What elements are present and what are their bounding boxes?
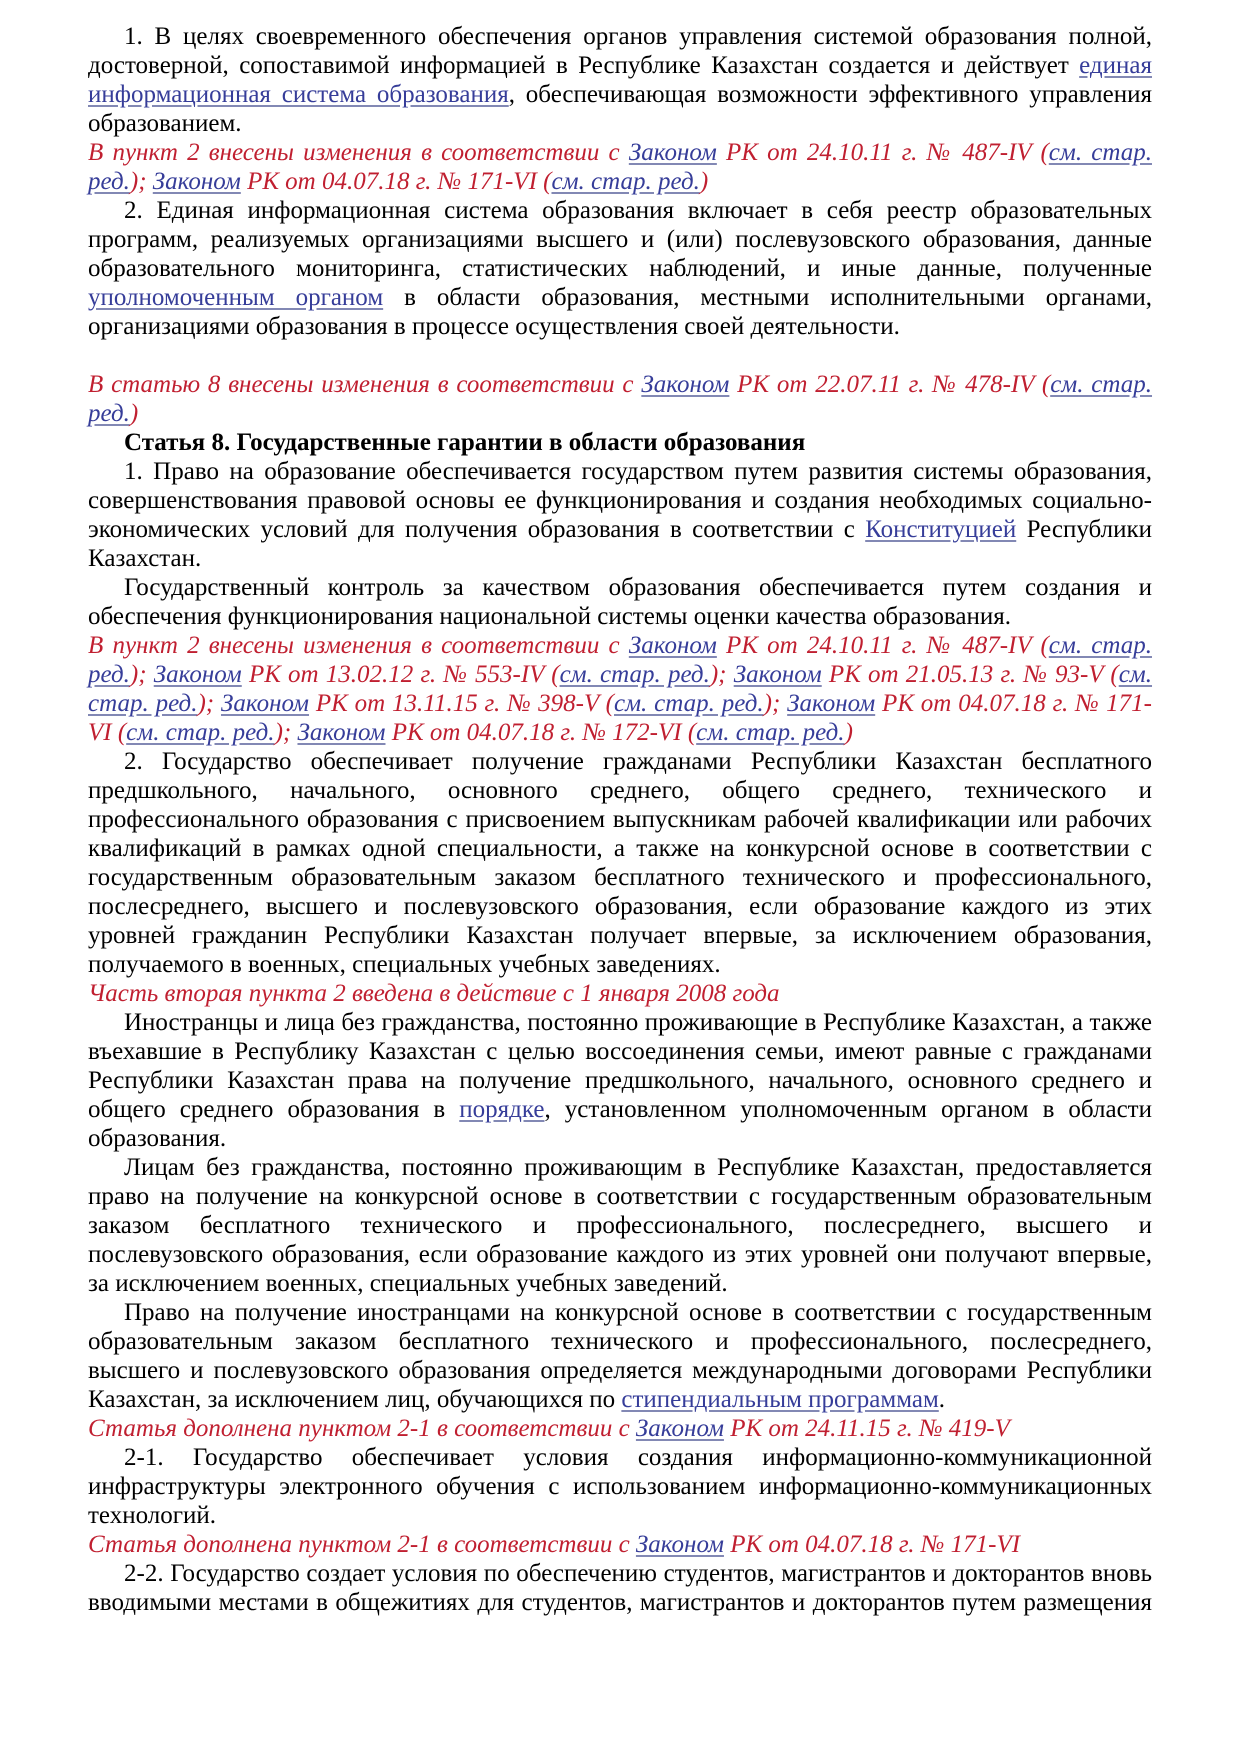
hyperlink[interactable]: см. стар. ред.	[88, 661, 1153, 717]
text-run: РК от 04.07.18 г. № 171-VI	[723, 1531, 1021, 1558]
text-run: );	[197, 690, 221, 717]
hyperlink[interactable]: Законом	[153, 661, 242, 688]
text-run: РК от 24.10.11 г. № 487-IV (	[716, 632, 1049, 659]
text-run: , установленном уполномоченным органом в области образования.	[88, 1096, 1152, 1152]
text-run: Статья 8. Государственные гарантии в области образования	[124, 429, 806, 456]
text-run: РК от 24.10.11 г. № 487-IV (	[716, 139, 1049, 166]
text-run: )	[129, 400, 139, 427]
paragraph	[88, 22, 1152, 138]
amendment-note	[88, 979, 1152, 1008]
paragraph	[88, 573, 1152, 631]
text-run: )	[699, 168, 709, 195]
text-run: РК от 13.02.12 г. № 553-IV (	[241, 661, 560, 688]
text-run: );	[129, 661, 154, 688]
hyperlink[interactable]: порядке	[459, 1096, 545, 1123]
paragraph	[88, 747, 1152, 979]
text-run: Государственный контроль за качеством образования обеспечивается путем создания и обеспечения функционирования национальной системы оценки качества образования.	[88, 574, 1152, 630]
text-run: Иностранцы и лица без гражданства, постоянно проживающие в Республике Казахстан, а также въехавшие в Республику Казахстан с целью воссоединения семьи, имеют равные с гражданами Республики Казахстан права на получение предшкольного, начального, основного среднего и общего среднего образования в	[88, 1009, 1152, 1123]
hyperlink[interactable]: см. стар. ред.	[88, 371, 1153, 427]
text-run: )	[844, 719, 853, 746]
paragraph	[88, 1298, 1152, 1414]
hyperlink[interactable]: см. стар. ред.	[126, 719, 275, 746]
text-run: В пункт 2 внесены изменения в соответствии с	[88, 139, 629, 166]
text-run: .	[938, 1386, 946, 1413]
amendment-note	[88, 1414, 1152, 1443]
text-run: Право на получение иностранцами на конкурсной основе в соответствии с государственным образовательным заказом бесплатного технического и профессионального, послесреднего, высшего и послевузовского образования определяется международными договорами Республики Казахстан, за исключением лиц, обучающихся по	[88, 1299, 1152, 1413]
text-run: Статья дополнена пунктом 2-1 в соответствии с	[88, 1531, 636, 1558]
text-run: , обеспечивающая возможности эффективного управления образованием.	[88, 81, 1152, 137]
text-run: 2-1. Государство обеспечивает условия создания информационно-коммуникационной инфраструктуры электронного обучения с использованием информационно-коммуникационных технологий.	[88, 1444, 1152, 1529]
text-run: В статью 8 внесены изменения в соответствии с	[88, 371, 642, 398]
text-run: Часть вторая пункта 2 введена в действие с 1 января 2008 года	[88, 980, 780, 1007]
amendment-note	[88, 631, 1152, 747]
paragraph	[88, 1443, 1152, 1530]
text-run: 1. В целях своевременного обеспечения органов управления системой образования полной, достоверной, сопоставимой информацией в Республике Казахстан создается и действует	[88, 23, 1152, 79]
hyperlink[interactable]: Законом	[787, 690, 876, 717]
text-run: Статья дополнена пунктом 2-1 в соответствии с	[88, 1415, 636, 1442]
paragraph	[88, 1008, 1152, 1153]
hyperlink[interactable]: Законом	[635, 1415, 724, 1442]
text-run: РК от 22.07.11 г. № 478-IV (	[729, 371, 1051, 398]
blank-line	[88, 341, 1152, 370]
hyperlink[interactable]: Законом	[635, 1531, 724, 1558]
text-run: Республики Казахстан.	[88, 516, 1152, 572]
hyperlink[interactable]: см. стар. ред.	[614, 690, 764, 717]
text-run: Лицам без гражданства, постоянно проживающим в Республике Казахстан, предоставляется право на получение на конкурсной основе в соответствии с государственным образовательным заказом бесплатного технического и профессионального, послесреднего, высшего и послевузовского образования, если образование каждого из этих уровней они получают впервые, за исключением военных, специальных учебных заведений.	[88, 1154, 1152, 1297]
text-run: );	[763, 690, 788, 717]
text-run: РК от 04.07.18 г. № 172-VI (	[385, 719, 697, 746]
amendment-note	[88, 138, 1152, 196]
hyperlink[interactable]: Законом	[733, 661, 822, 688]
hyperlink[interactable]: стипендиальным программам	[621, 1386, 939, 1413]
hyperlink[interactable]: Законом	[297, 719, 386, 746]
paragraph	[88, 196, 1152, 341]
hyperlink[interactable]: см. стар. ред.	[88, 632, 1152, 688]
hyperlink[interactable]: Законом	[641, 371, 730, 398]
hyperlink[interactable]: Законом	[220, 690, 310, 717]
text-run: 2. Единая информационная система образования включает в себя реестр образовательных программ, реализуемых организациями высшего и (или) послевузовского образования, данные образовательного мониторинга, статистических наблюдений, и иные данные, полученные	[88, 197, 1152, 282]
hyperlink[interactable]: Законом	[152, 168, 241, 195]
hyperlink[interactable]: см. стар. ред.	[559, 661, 710, 688]
article-heading	[88, 428, 1152, 457]
text-run: РК от 04.07.18 г. № 171-VI (	[88, 690, 1153, 746]
text-run: 1. Право на образование обеспечивается государством путем развития системы образования, совершенствования правовой основы ее функционирования и создания необходимых социально-экономических условий для получения образования в соответствии с	[88, 458, 1152, 543]
hyperlink[interactable]: Конституцией	[865, 516, 1017, 543]
text-run: );	[274, 719, 298, 746]
hyperlink[interactable]: Законом	[628, 632, 717, 659]
text-run: В пункт 2 внесены изменения в соответствии с	[88, 632, 629, 659]
hyperlink[interactable]: единая информационная система образования	[88, 52, 1152, 108]
hyperlink[interactable]: см. стар. ред.	[696, 719, 845, 746]
paragraph	[88, 1559, 1152, 1617]
hyperlink[interactable]: Законом	[628, 139, 717, 166]
text-run: РК от 21.05.13 г. № 93-V (	[821, 661, 1119, 688]
text-run: РК от 04.07.18 г. № 171-VI (	[240, 168, 552, 195]
amendment-note	[88, 370, 1152, 428]
amendment-note	[88, 1530, 1152, 1559]
paragraph	[88, 1153, 1152, 1298]
text-run: РК от 24.11.15 г. № 419-V	[723, 1415, 1010, 1442]
text-run: 2-2. Государство создает условия по обеспечению студентов, магистрантов и докторантов вновь вводимыми местами в общежитиях для студентов, магистрантов и докторантов путем размещения	[88, 1560, 1152, 1616]
text-run: 2. Государство обеспечивает получение гражданами Республики Казахстан бесплатного предшкольного, начального, основного среднего, общего среднего, технического и профессионального образования с присвоением выпускникам рабочей квалификации или рабочих квалификаций в рамках одной специальности, а также на конкурсной основе в соответствии с государственным образовательным заказом бесплатного технического и профессионального, послесреднего, высшего и послевузовского образования, если образование каждого из этих уровней гражданин Республики Казахстан получает впервые, за исключением образования, получаемого в военных, специальных учебных заведениях.	[88, 748, 1152, 978]
paragraph	[88, 457, 1152, 573]
text-run: в области образования, местными исполнительными органами, организациями образования в процессе осуществления своей деятельности.	[88, 284, 1152, 340]
text-run: );	[709, 661, 734, 688]
hyperlink[interactable]: см. стар. ред.	[88, 139, 1152, 195]
text-run: РК от 13.11.15 г. № 398-V (	[309, 690, 614, 717]
hyperlink[interactable]: уполномоченным органом	[88, 284, 384, 311]
text-run: );	[129, 168, 153, 195]
hyperlink[interactable]: см. стар. ред.	[551, 168, 700, 195]
